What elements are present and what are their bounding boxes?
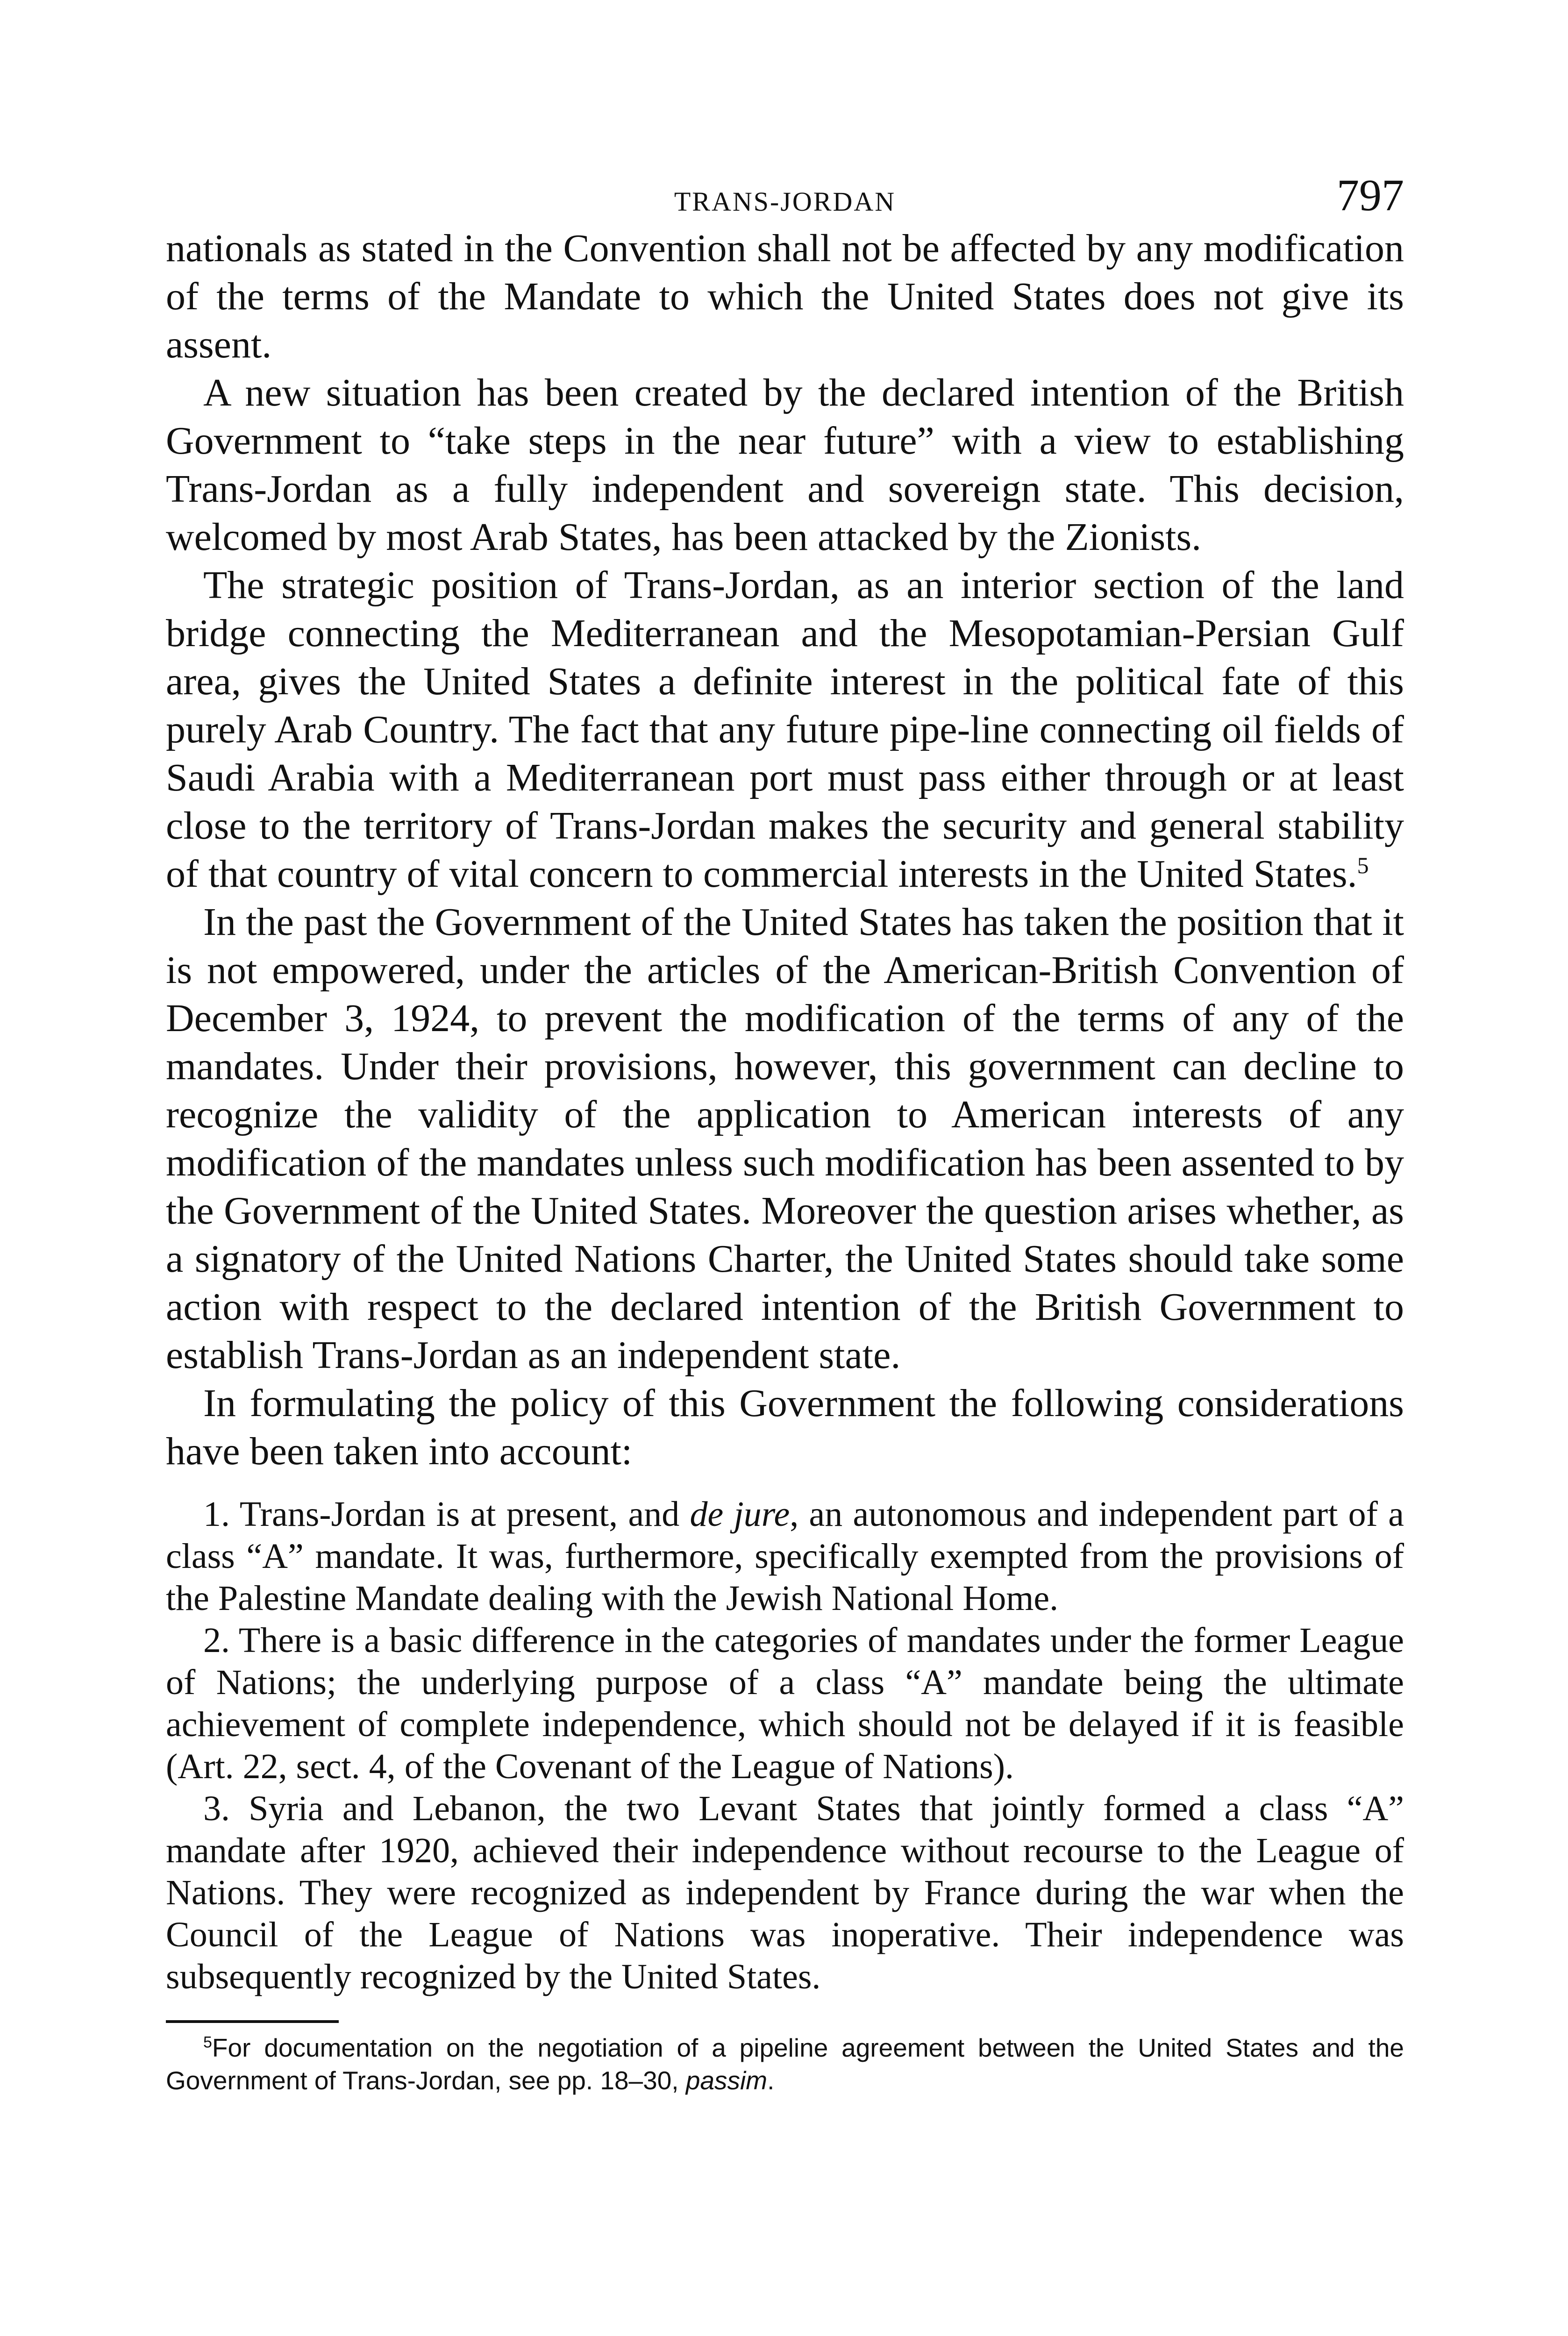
- footnote-end: .: [767, 2066, 775, 2095]
- paragraph-5: In formulating the policy of this Government the following considerations have been taken into account:: [166, 1382, 1404, 1473]
- document-page: [166, 170, 1404, 2097]
- footnote: [166, 2031, 1404, 2097]
- page-header: [166, 170, 1404, 224]
- paragraph-3: [166, 561, 1404, 898]
- footnote-divider: [166, 2020, 339, 2023]
- list-item: [166, 1493, 1404, 1619]
- paragraph-4: In the past the Government of the United States has taken the position that it is not empowered, under the articles of the American-British Convention of December 3, 1924, to prevent the modification of the terms of any of the mandates. Under their provisions, however, this government can decline to recognize the validity of the application to American interests of any modification of the mandates unless such modification has been assented to by the Government of the United States. Moreover the question arises whether, as a signatory of the United Nations Charter, the United States should take some action with respect to the declared intention of the British Government to establish Trans-Jordan as an independent state.: [166, 900, 1404, 1377]
- paragraph-1: nationals as stated in the Convention shall not be affected by any modification of the terms of the Mandate to which the United States does not give its assent.: [166, 227, 1404, 366]
- considerations-list: [166, 1493, 1404, 1998]
- running-head: TRANS-JORDAN: [674, 186, 896, 217]
- list-item: 3. Syria and Lebanon, the two Levant States that jointly formed a class “A” mandate after 1920, achieved their independence without recourse to the League of Nations. They were recognized as independent by France during the war when the Council of the League of Nations was inoperative. Their independence was subsequently recognized by the United States.: [166, 1789, 1404, 1996]
- footnote-italic: passim: [685, 2066, 768, 2095]
- paragraph-3-text: The strategic position of Trans-Jordan, as an interior section of the land bridge connecting the Mediterranean and the Mesopotamian-Persian Gulf area, gives the United States a definite interest in the political fate of this purely Arab Country. The fact that any future pipe-line connecting oil fields of Saudi Arabia with a Mediterranean port must pass either through or at least close to the territory of Trans-Jordan makes the security and general stability of that country of vital concern to commercial interests in the United States.: [166, 563, 1404, 896]
- list-item-1-start: 1. Trans-Jordan is at present, and: [203, 1495, 690, 1534]
- page-number: 797: [1337, 170, 1404, 220]
- list-item-1-italic: de jure: [690, 1495, 790, 1534]
- paragraph-2: A new situation has been created by the declared intention of the British Government to “take steps in the near future” with a view to establishing Trans-Jordan as a fully independent and sovereign state. This decision, welcomed by most Arab States, has been attacked by the Zionists.: [166, 371, 1404, 559]
- list-item-1-end: , an autonomous and independent part of a class “A” mandate. It was, furthermore, specifically exempted from the provisions of the Palestine Mandate dealing with the Jewish National Home.: [166, 1495, 1404, 1618]
- footnote-text: For documentation on the negotiation of a pipeline agreement between the United States and the Government of Trans-Jordan, see pp. 18–30,: [166, 2033, 1404, 2095]
- list-item: 2. There is a basic difference in the categories of mandates under the former League of Nations; the underlying purpose of a class “A” mandate being the ultimate achievement of complete independence, which should not be delayed if it is feasible (Art. 22, sect. 4, of the Covenant of the League of Nations).: [166, 1621, 1404, 1786]
- footnote-reference: 5: [1357, 852, 1369, 878]
- body-text: [166, 224, 1404, 1475]
- footnote-marker: 5: [203, 2033, 212, 2051]
